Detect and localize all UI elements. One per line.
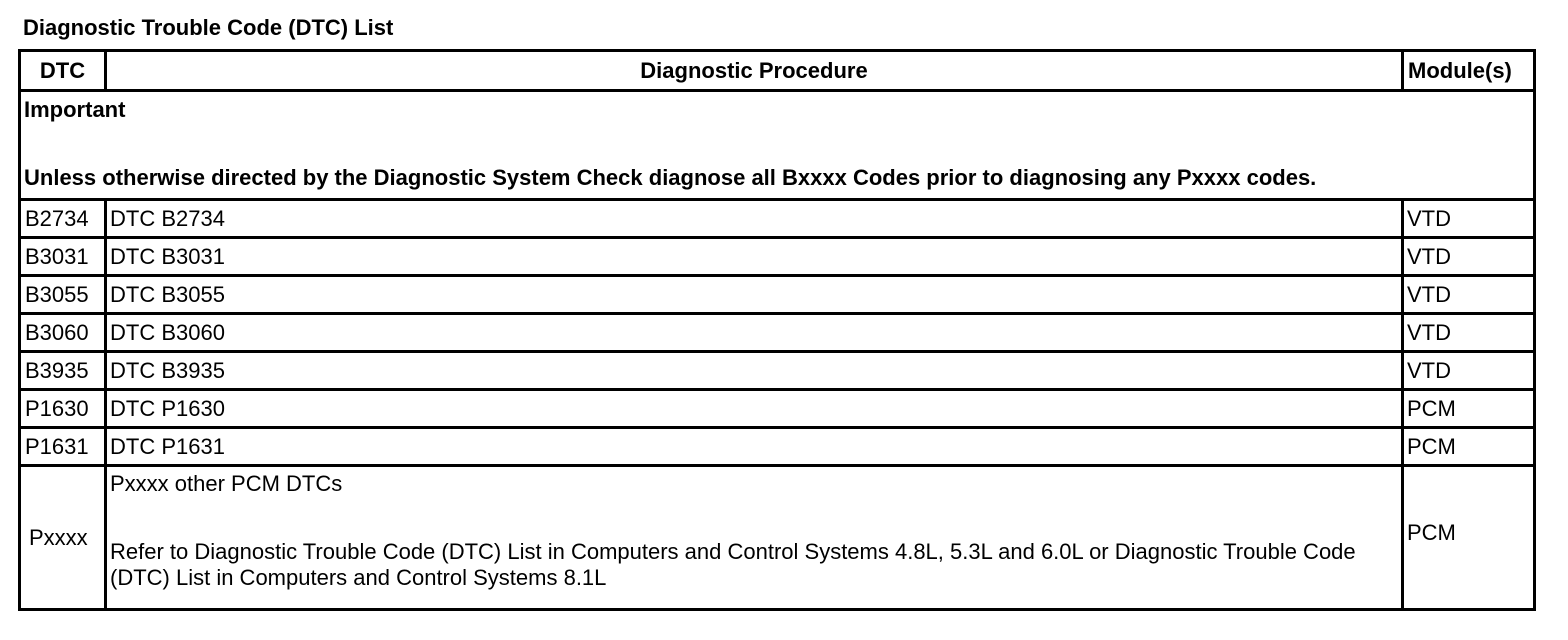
table-row [20,428,1535,466]
dtc-column-header: DTC [20,51,106,91]
module-cell: PCM [1403,466,1535,610]
dtc-code-cell: P1630 [20,390,106,428]
dtc-code-cell: Pxxxx [20,466,106,610]
procedure-link[interactable]: DTC B3055 [106,276,1403,314]
table-row [20,200,1535,238]
module-cell: VTD [1403,352,1535,390]
procedure-link[interactable]: DTC B3060 [106,314,1403,352]
document-title: Diagnostic Trouble Code (DTC) List [23,15,394,40]
module-cell: PCM [1403,390,1535,428]
dtc-code-cell: B3055 [20,276,106,314]
procedure-cell [106,466,1403,610]
important-heading: Important [24,97,126,122]
procedure-reference-link[interactable]: Refer to Diagnostic Trouble Code (DTC) List in Computers and Control Systems 4.8L, 5.3L and 6.0L or Diagnostic Trouble Code (DTC) List in Computers and Control Systems 8.1L [110,539,1356,590]
important-notice [20,91,1535,200]
procedure-column-header: Diagnostic Procedure [106,51,1403,91]
procedure-link[interactable]: DTC P1631 [106,428,1403,466]
dtc-code-cell: B3935 [20,352,106,390]
procedure-link[interactable]: DTC B3935 [106,352,1403,390]
important-notice-row [20,91,1535,200]
table-row [20,314,1535,352]
dtc-code-cell: P1631 [20,428,106,466]
procedure-link[interactable]: DTC P1630 [106,390,1403,428]
procedure-summary: Pxxxx other PCM DTCs [110,471,343,496]
module-cell: VTD [1403,314,1535,352]
module-cell: VTD [1403,238,1535,276]
table-row [20,466,1535,610]
table-row [20,238,1535,276]
module-cell: VTD [1403,200,1535,238]
table-header-row [20,51,1535,91]
dtc-code-cell: B3060 [20,314,106,352]
important-text: Unless otherwise directed by the Diagnostic System Check diagnose all Bxxxx Codes prior to diagnosing any Pxxxx codes. [24,165,1317,190]
procedure-link[interactable]: DTC B3031 [106,238,1403,276]
dtc-code-cell: B2734 [20,200,106,238]
table-row [20,390,1535,428]
table-row [20,276,1535,314]
module-cell: PCM [1403,428,1535,466]
modules-column-header: Module(s) [1403,51,1535,91]
module-cell: VTD [1403,276,1535,314]
dtc-code-cell: B3031 [20,238,106,276]
dtc-table [18,49,1536,611]
table-row [20,352,1535,390]
procedure-link[interactable]: DTC B2734 [106,200,1403,238]
